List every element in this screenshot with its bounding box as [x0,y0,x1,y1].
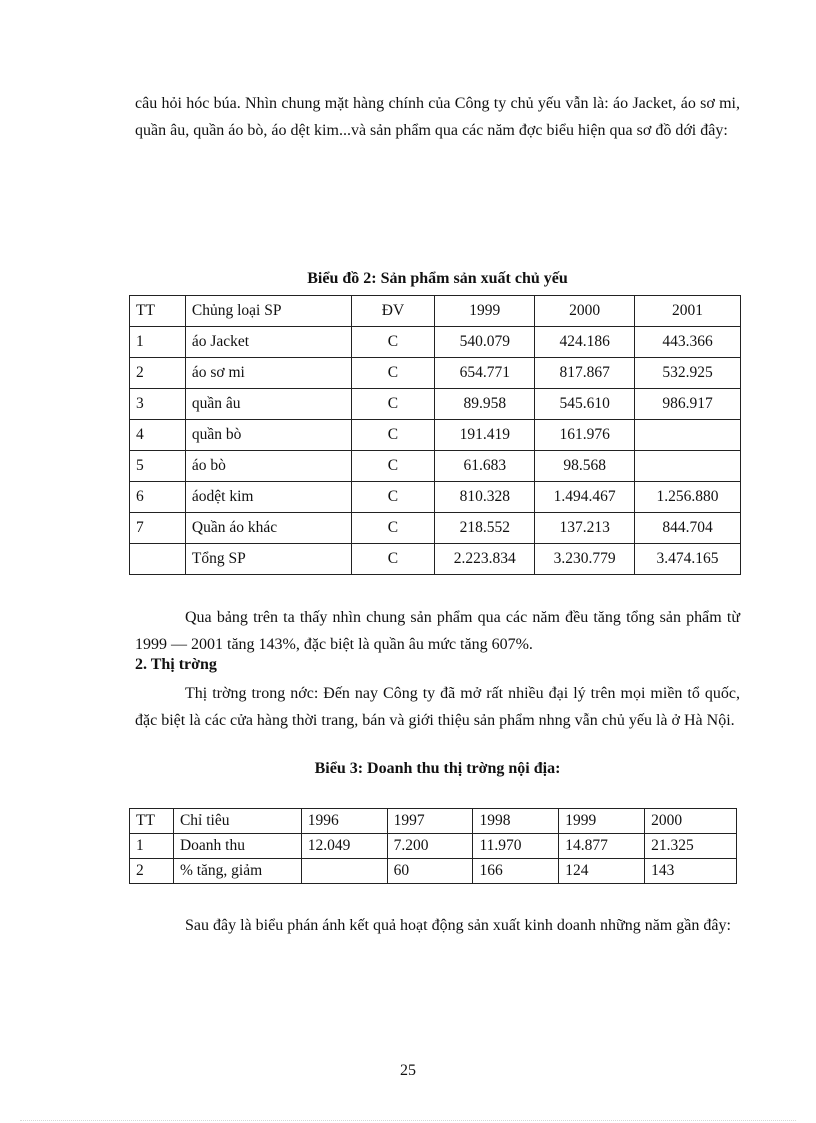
product-table-cell: 7 [130,513,186,544]
revenue-table-cell: 7.200 [387,834,473,859]
revenue-table-cell: 143 [645,859,737,884]
product-table-row [130,544,741,575]
revenue-table-header-cell: 2000 [645,809,737,834]
footer-divider [20,1120,796,1121]
analysis-paragraph: Qua bảng trên ta thấy nhìn chung sản phẩm qua các năm đều tăng tổng sản phẩm từ 1999 — 2001 tăng 143%, đặc biệt là quần âu mức tăng 607%. [135,609,740,653]
product-table-cell: 540.079 [435,327,535,358]
product-table-cell: 2 [130,358,186,389]
revenue-table-header-cell: 1998 [473,809,559,834]
product-table-header-cell: TT [130,296,186,327]
product-table-row [130,482,741,513]
product-table-cell: 191.419 [435,420,535,451]
revenue-table [129,808,737,884]
revenue-table-header-cell: TT [130,809,174,834]
product-table-cell: 532.925 [635,358,741,389]
product-table-cell: 1 [130,327,186,358]
product-table-cell: 218.552 [435,513,535,544]
product-table-cell: 61.683 [435,451,535,482]
product-table-row [130,420,741,451]
product-table-cell: 424.186 [535,327,635,358]
table1-caption: Biểu đồ 2: Sản phẩm sản xuất chủ yếu [307,270,568,287]
section2-paragraph: Thị trờng trong nớc: Đến nay Công ty đã mở rất nhiều đại lý trên mọi miền tổ quốc, đặc biệt là các cửa hàng thời trang, bán và giới thiệu sản phẩm nhng vẫn chủ yếu là ở Hà Nội. [135,685,740,729]
revenue-table-cell: Doanh thu [173,834,301,859]
product-table-cell: 3.230.779 [535,544,635,575]
product-table-cell: quần bò [185,420,351,451]
product-table-cell [635,420,741,451]
product-table-cell: Quần áo khác [185,513,351,544]
revenue-table-cell: 11.970 [473,834,559,859]
closing-paragraph: Sau đây là biểu phán ánh kết quả hoạt động sản xuất kinh doanh những năm gần đây: [185,917,731,934]
product-table-cell: 89.958 [435,389,535,420]
product-table-cell: C [351,420,435,451]
section2-heading: 2. Thị trờng [135,656,217,673]
product-table-cell: C [351,451,435,482]
product-table-cell: 4 [130,420,186,451]
product-table-cell [635,451,741,482]
product-table-cell: 443.366 [635,327,741,358]
product-table-cell: 98.568 [535,451,635,482]
product-table-cell: C [351,358,435,389]
product-table-cell: 545.610 [535,389,635,420]
product-table-header-cell: 2000 [535,296,635,327]
revenue-table-cell: % tăng, giảm [173,859,301,884]
product-table-header-row [130,296,741,327]
revenue-table-header-row [130,809,737,834]
product-table-cell [130,544,186,575]
product-table-cell: áo sơ mi [185,358,351,389]
product-table-cell: áo bò [185,451,351,482]
product-table-header-cell: Chủng loại SP [185,296,351,327]
revenue-table-cell: 12.049 [301,834,387,859]
revenue-table-cell: 1 [130,834,174,859]
product-table-cell: 810.328 [435,482,535,513]
product-table-cell: C [351,544,435,575]
revenue-table-row [130,859,737,884]
product-table-cell: 986.917 [635,389,741,420]
revenue-table-cell: 21.325 [645,834,737,859]
product-table-header-cell: 2001 [635,296,741,327]
revenue-table-cell: 14.877 [559,834,645,859]
revenue-table-cell: 2 [130,859,174,884]
product-table-cell: 137.213 [535,513,635,544]
product-table-cell: 6 [130,482,186,513]
product-table-cell: 654.771 [435,358,535,389]
product-table-cell: C [351,513,435,544]
product-table-row [130,451,741,482]
product-table-row [130,358,741,389]
product-table-row [130,327,741,358]
revenue-table-header-cell: Chỉ tiêu [173,809,301,834]
product-table-cell: quần âu [185,389,351,420]
revenue-table-cell: 166 [473,859,559,884]
product-table-cell: 844.704 [635,513,741,544]
product-table-cell: 161.976 [535,420,635,451]
product-table [129,295,741,575]
revenue-table-header-cell: 1996 [301,809,387,834]
revenue-table-header-cell: 1999 [559,809,645,834]
revenue-table-row [130,834,737,859]
product-table-cell: 817.867 [535,358,635,389]
revenue-table-cell: 60 [387,859,473,884]
product-table-cell: áo Jacket [185,327,351,358]
product-table-cell: 1.256.880 [635,482,741,513]
product-table-cell: C [351,327,435,358]
product-table-cell: 3.474.165 [635,544,741,575]
product-table-header-cell: ĐV [351,296,435,327]
product-table-cell: 2.223.834 [435,544,535,575]
product-table-header-cell: 1999 [435,296,535,327]
revenue-table-header-cell: 1997 [387,809,473,834]
product-table-row [130,513,741,544]
revenue-table-cell [301,859,387,884]
product-table-cell: 3 [130,389,186,420]
product-table-cell: 1.494.467 [535,482,635,513]
product-table-row [130,389,741,420]
intro-paragraph: câu hỏi hóc búa. Nhìn chung mặt hàng chính của Công ty chủ yếu vẫn là: áo Jacket, áo sơ mi, quần âu, quần áo bò, áo dệt kim...và sản phẩm qua các năm đợc biểu hiện qua sơ đồ dới đây: [135,95,740,139]
product-table-cell: C [351,389,435,420]
product-table-cell: C [351,482,435,513]
product-table-cell: 5 [130,451,186,482]
page-number: 25 [400,1062,416,1079]
table2-caption: Biểu 3: Doanh thu thị trờng nội địa: [314,760,561,777]
revenue-table-cell: 124 [559,859,645,884]
product-table-cell: áodệt kim [185,482,351,513]
product-table-cell: Tổng SP [185,544,351,575]
